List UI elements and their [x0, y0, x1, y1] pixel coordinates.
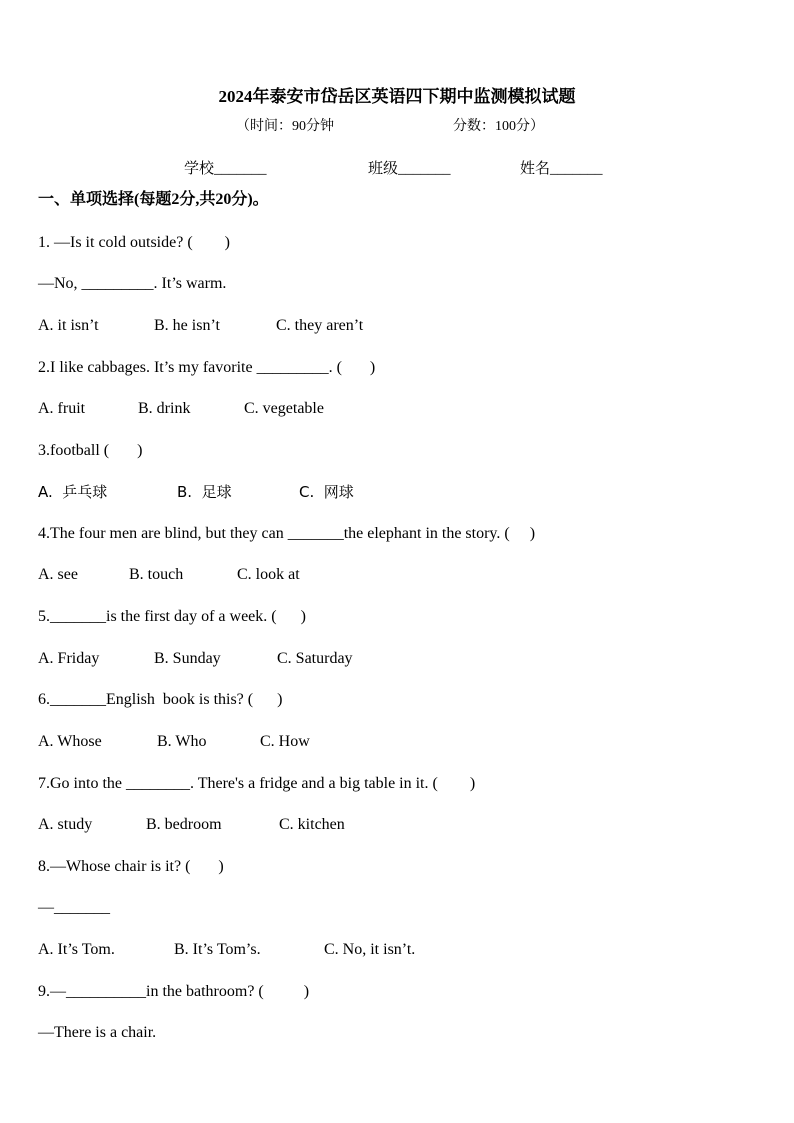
question-4-option-a: A. see [38, 566, 78, 583]
exam-score: 分数：100分） [453, 119, 544, 134]
question-5-stem: 5._______is the first day of a week. ( ) [38, 608, 306, 625]
section-heading: 一、单项选择(每题2分,共20分)。 [38, 191, 269, 208]
question-1-answer-line: —No, _________. It’s warm. [38, 275, 227, 292]
question-8-option-b: B. It’s Tom’s. [174, 941, 261, 958]
question-3-stem: 3.football ( ) [38, 442, 143, 459]
question-8-option-a: A. It’s Tom. [38, 941, 115, 958]
school-field: 学校_______ [184, 161, 267, 177]
question-2-option-b: B. drink [138, 400, 191, 417]
question-8-option-c: C. No, it isn’t. [324, 941, 416, 958]
question-8-answer-line: —_______ [38, 899, 110, 916]
question-1-option-b: B. he isn’t [154, 317, 220, 334]
question-6-stem: 6._______English book is this? ( ) [38, 691, 283, 708]
question-1-option-a: A. it isn’t [38, 317, 99, 334]
question-3-option-a: A. 乒乓球 [38, 483, 108, 501]
question-7-option-a: A. study [38, 816, 93, 833]
question-6-option-c: C. How [260, 733, 310, 750]
exam-time: （时间：90分钟 [236, 119, 334, 134]
question-4-stem: 4.The four men are blind, but they can _______the elephant in the story. ( ) [38, 525, 536, 542]
question-2-stem: 2.I like cabbages. It’s my favorite _________. ( ) [38, 359, 376, 376]
question-2-option-a: A. fruit [38, 400, 86, 417]
question-5-option-b: B. Sunday [154, 650, 221, 667]
question-7-option-b: B. bedroom [146, 816, 222, 833]
question-3-option-c: C. 网球 [299, 483, 354, 501]
question-7-stem: 7.Go into the ________. There's a fridge and a big table in it. ( ) [38, 775, 476, 792]
question-6-option-b: B. Who [157, 733, 207, 750]
class-field: 班级_______ [368, 161, 451, 177]
question-1-stem: 1. —Is it cold outside? ( ) [38, 234, 230, 251]
question-1-option-c: C. they aren’t [276, 317, 364, 334]
name-field: 姓名_______ [520, 161, 603, 177]
question-2-option-c: C. vegetable [244, 400, 324, 417]
question-5-option-a: A. Friday [38, 650, 100, 667]
question-5-option-c: C. Saturday [277, 650, 353, 667]
question-9-answer-line: —There is a chair. [38, 1024, 157, 1041]
question-3-option-b: B. 足球 [177, 483, 232, 501]
question-6-option-a: A. Whose [38, 733, 102, 750]
question-4-option-c: C. look at [237, 566, 300, 583]
question-9-stem: 9.—__________in the bathroom? ( ) [38, 983, 310, 1000]
question-7-option-c: C. kitchen [279, 816, 345, 833]
exam-title: 2024年泰安市岱岳区英语四下期中监测模拟试题 [218, 87, 576, 106]
question-8-stem: 8.—Whose chair is it? ( ) [38, 858, 224, 875]
question-4-option-b: B. touch [129, 566, 184, 583]
